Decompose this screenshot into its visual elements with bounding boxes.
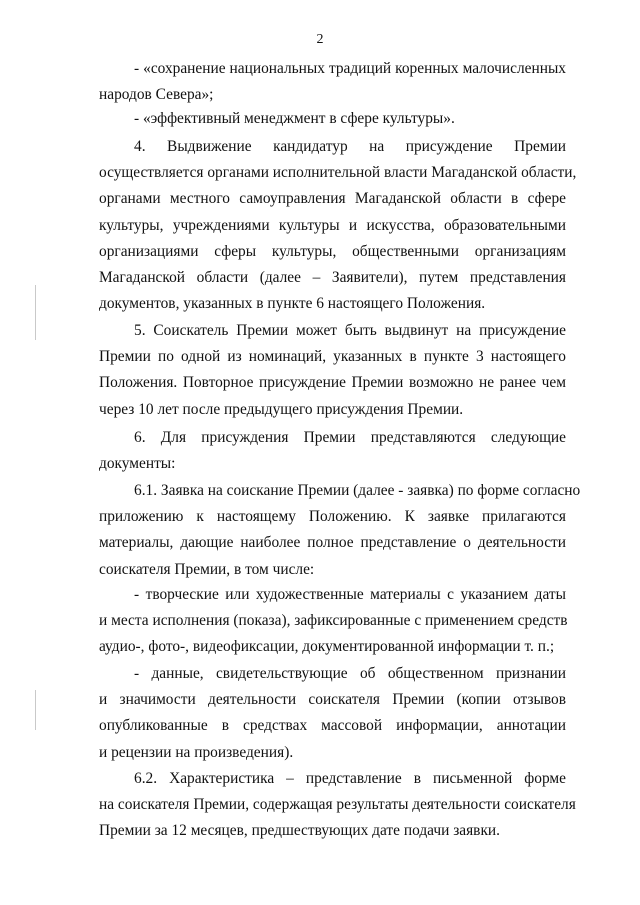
text-line: - творческие или художественные материалы с указанием даты [134,586,566,603]
scan-artifact-line [35,285,36,340]
text-line: аудио-, фото-, видеофиксации, документированной информации т. п.; [99,638,555,656]
text-line: материалы, дающие наиболее полное представление о деятельности [99,534,566,552]
paragraph-item-6-documents [99,425,566,477]
text-line: и значимости деятельности соискателя Премии (копии отзывов [99,691,566,709]
paragraph-item-5-candidate [99,318,566,423]
text-line: 4. Выдвижение кандидатур на присуждение Премии [134,138,566,155]
text-line: Премии за 12 месяцев, предшествующих дате подачи заявки. [99,822,501,840]
page-number: 2 [316,32,324,47]
text-line: 6.1. Заявка на соискание Премии (далее - заявка) по форме согласно [134,482,581,499]
text-line: народов Севера»; [99,86,214,104]
scan-artifact-line [35,690,36,730]
text-line: организациями сферы культуры, общественными организациям [99,242,566,260]
text-line: - «сохранение национальных традиций коренных малочисленных [134,60,566,77]
text-line: - «эффективный менеджмент в сфере культуры». [134,110,455,127]
text-line: на соискателя Премии, содержащая результаты деятельности соискателя [99,796,576,814]
text-line: 6. Для присуждения Премии представляются следующие [134,429,566,446]
text-line: и места исполнения (показа), зафиксированные с применением средств [99,612,568,630]
text-line: соискателя Премии, в том числе: [99,560,315,578]
text-line: опубликованные в средствах массовой информации, аннотации [99,717,566,735]
text-line: документов, указанных в пункте 6 настоящего Положения. [99,295,486,313]
paragraph-item-4-nomination [99,134,577,317]
text-line: Премии по одной из номинаций, указанных в пункте 3 настоящего [99,348,566,366]
text-line: 5. Соискатель Премии может быть выдвинут на присуждение [134,322,566,339]
text-line: Магаданской области (далее – Заявители), путем представления [99,268,566,286]
text-line: и рецензии на произведения). [99,743,294,761]
paragraph-national-traditions [99,56,566,108]
text-line: 6.2. Характеристика – представление в письменной форме [134,770,566,787]
paragraph-creative-materials [99,582,566,661]
text-line: Положения. Повторное присуждение Премии возможно не ранее чем [99,374,566,392]
paragraph-item-6-2-characteristic [99,766,576,845]
text-line: документы: [99,455,176,473]
paragraph-item-6-1-application [99,478,581,583]
text-line: осуществляется органами исполнительной власти Магаданской области, [99,164,577,182]
text-line: органами местного самоуправления Магаданской области в сфере [99,190,566,208]
paragraph-public-recognition [99,661,566,766]
text-line: культуры, учреждениями культуры и искусства, образовательными [99,216,566,234]
text-line: приложению к настоящему Положению. К заявке прилагаются [99,508,566,526]
text-line: - данные, свидетельствующие об общественном признании [134,665,566,682]
text-line: через 10 лет после предыдущего присуждения Премии. [99,400,464,418]
paragraph-effective-management [99,106,566,132]
